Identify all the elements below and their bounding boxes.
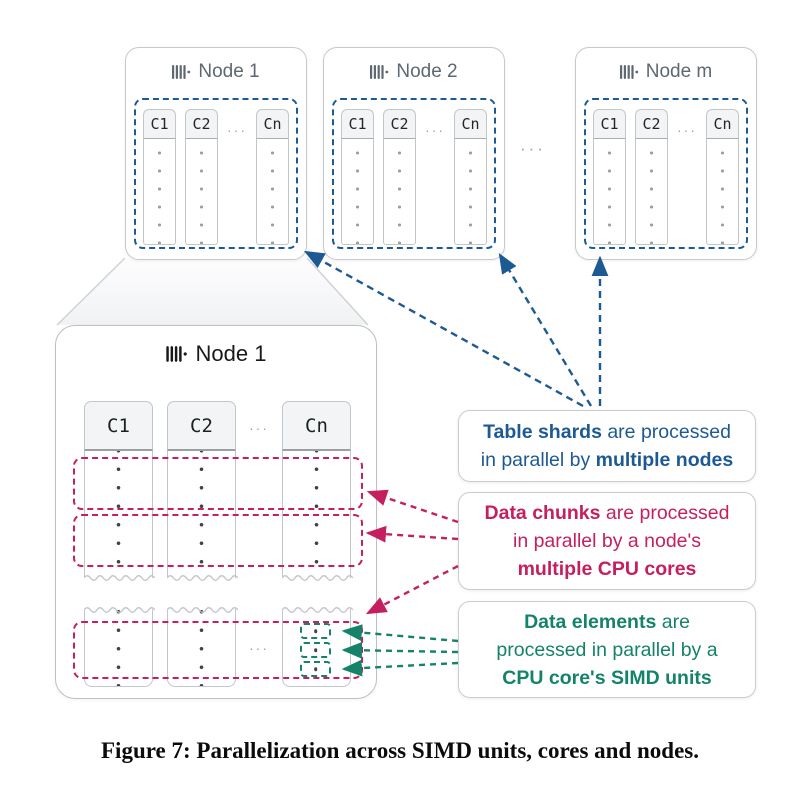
annotation-line xyxy=(459,446,755,474)
column-header: Cn xyxy=(706,109,739,139)
annotation-bold: Data elements xyxy=(524,610,657,633)
annotation-bold: multiple CPU cores xyxy=(517,558,697,580)
torn-edge xyxy=(282,573,353,582)
column-header: C1 xyxy=(143,109,176,139)
annotation-table-shards xyxy=(458,410,756,482)
annotation-text: are processed xyxy=(600,502,730,524)
column-header: Cn xyxy=(454,109,487,139)
column-header: C2 xyxy=(635,109,668,139)
column-cn xyxy=(256,109,289,245)
data-chunk-outline-3 xyxy=(73,621,363,679)
annotation-bold: Data chunks xyxy=(484,502,601,524)
column-header: C1 xyxy=(341,109,374,139)
column-cn xyxy=(706,109,739,245)
node-title xyxy=(324,61,504,83)
annotation-bold: CPU core's SIMD units xyxy=(502,666,712,689)
node-title-label: Node m xyxy=(645,61,713,82)
annotation-line xyxy=(459,499,755,527)
column-c2 xyxy=(383,109,416,245)
node-title-label: Node 1 xyxy=(198,61,260,82)
annotation-text: in parallel by xyxy=(480,449,596,471)
server-bars-icon xyxy=(166,345,188,363)
annotation-data-elements xyxy=(458,601,756,698)
node-title-label: Node 1 xyxy=(195,341,267,366)
column-header: C2 xyxy=(185,109,218,139)
arrow-chunks-to-chunk1 xyxy=(369,492,458,522)
arrow-chunks-to-chunk2 xyxy=(368,533,458,539)
column-data-dots xyxy=(593,139,626,245)
column-c1 xyxy=(593,109,626,245)
server-bars-icon xyxy=(620,64,639,80)
annotation-line xyxy=(459,664,755,692)
nodes-ellipsis: ··· xyxy=(520,139,546,158)
columns-ellipsis: ··· xyxy=(249,420,269,436)
figure-caption: Figure 7: Parallelization across SIMD units, cores and nodes. xyxy=(101,738,699,763)
columns-ellipsis: ··· xyxy=(249,640,269,656)
torn-edge xyxy=(167,573,238,582)
column-data-dots xyxy=(635,139,668,245)
column-header: C2 xyxy=(383,109,416,139)
column-data-dots xyxy=(256,139,289,245)
server-bars-icon xyxy=(172,64,191,80)
table-shard-region xyxy=(332,98,496,249)
column-data-dots xyxy=(341,139,374,245)
annotation-text: are processed xyxy=(601,421,731,443)
node-title xyxy=(576,61,756,83)
column-c2 xyxy=(185,109,218,245)
columns-ellipsis: ··· xyxy=(227,122,247,138)
node-title xyxy=(126,61,306,83)
column-data-dots xyxy=(185,139,218,245)
arrow-shards-to-node2 xyxy=(500,255,591,406)
expanded-node-card xyxy=(55,325,377,699)
columns-ellipsis: ··· xyxy=(677,122,697,138)
column-header: C2 xyxy=(167,401,236,451)
torn-edge xyxy=(84,573,155,582)
column-c1 xyxy=(143,109,176,245)
column-header: C1 xyxy=(84,401,153,451)
column-data-dots xyxy=(706,139,739,245)
annotation-data-chunks xyxy=(458,492,756,590)
columns-ellipsis: ··· xyxy=(425,122,445,138)
torn-edge xyxy=(84,605,155,614)
node-card-1 xyxy=(125,47,307,260)
annotation-line xyxy=(459,608,755,636)
torn-edge xyxy=(282,605,353,614)
table-shard-region xyxy=(134,98,298,249)
annotation-bold: Table shards xyxy=(483,421,602,443)
annotation-line xyxy=(459,418,755,446)
torn-edge xyxy=(167,605,238,614)
column-data-dots xyxy=(143,139,176,245)
column-c2 xyxy=(635,109,668,245)
annotation-line: processed in parallel by a xyxy=(496,638,718,661)
column-c1 xyxy=(341,109,374,245)
column-data-dots xyxy=(454,139,487,245)
data-chunk-outline-2 xyxy=(73,514,363,567)
node-title-label: Node 2 xyxy=(396,61,458,82)
table-shard-region xyxy=(584,98,748,249)
column-cn xyxy=(454,109,487,245)
annotation-bold: multiple nodes xyxy=(595,449,734,471)
node-title xyxy=(56,341,376,367)
arrow-chunks-to-chunk3 xyxy=(368,566,458,613)
annotation-line xyxy=(459,555,755,583)
server-bars-icon xyxy=(370,64,389,80)
column-header: Cn xyxy=(256,109,289,139)
node-card-2 xyxy=(323,47,505,260)
annotation-line: in parallel by a node's xyxy=(512,530,701,552)
data-chunk-outline-1 xyxy=(73,457,363,510)
annotation-text: are xyxy=(656,610,690,633)
column-header: Cn xyxy=(282,401,351,451)
column-data-dots xyxy=(383,139,416,245)
node-card-m xyxy=(575,47,757,260)
column-header: C1 xyxy=(593,109,626,139)
